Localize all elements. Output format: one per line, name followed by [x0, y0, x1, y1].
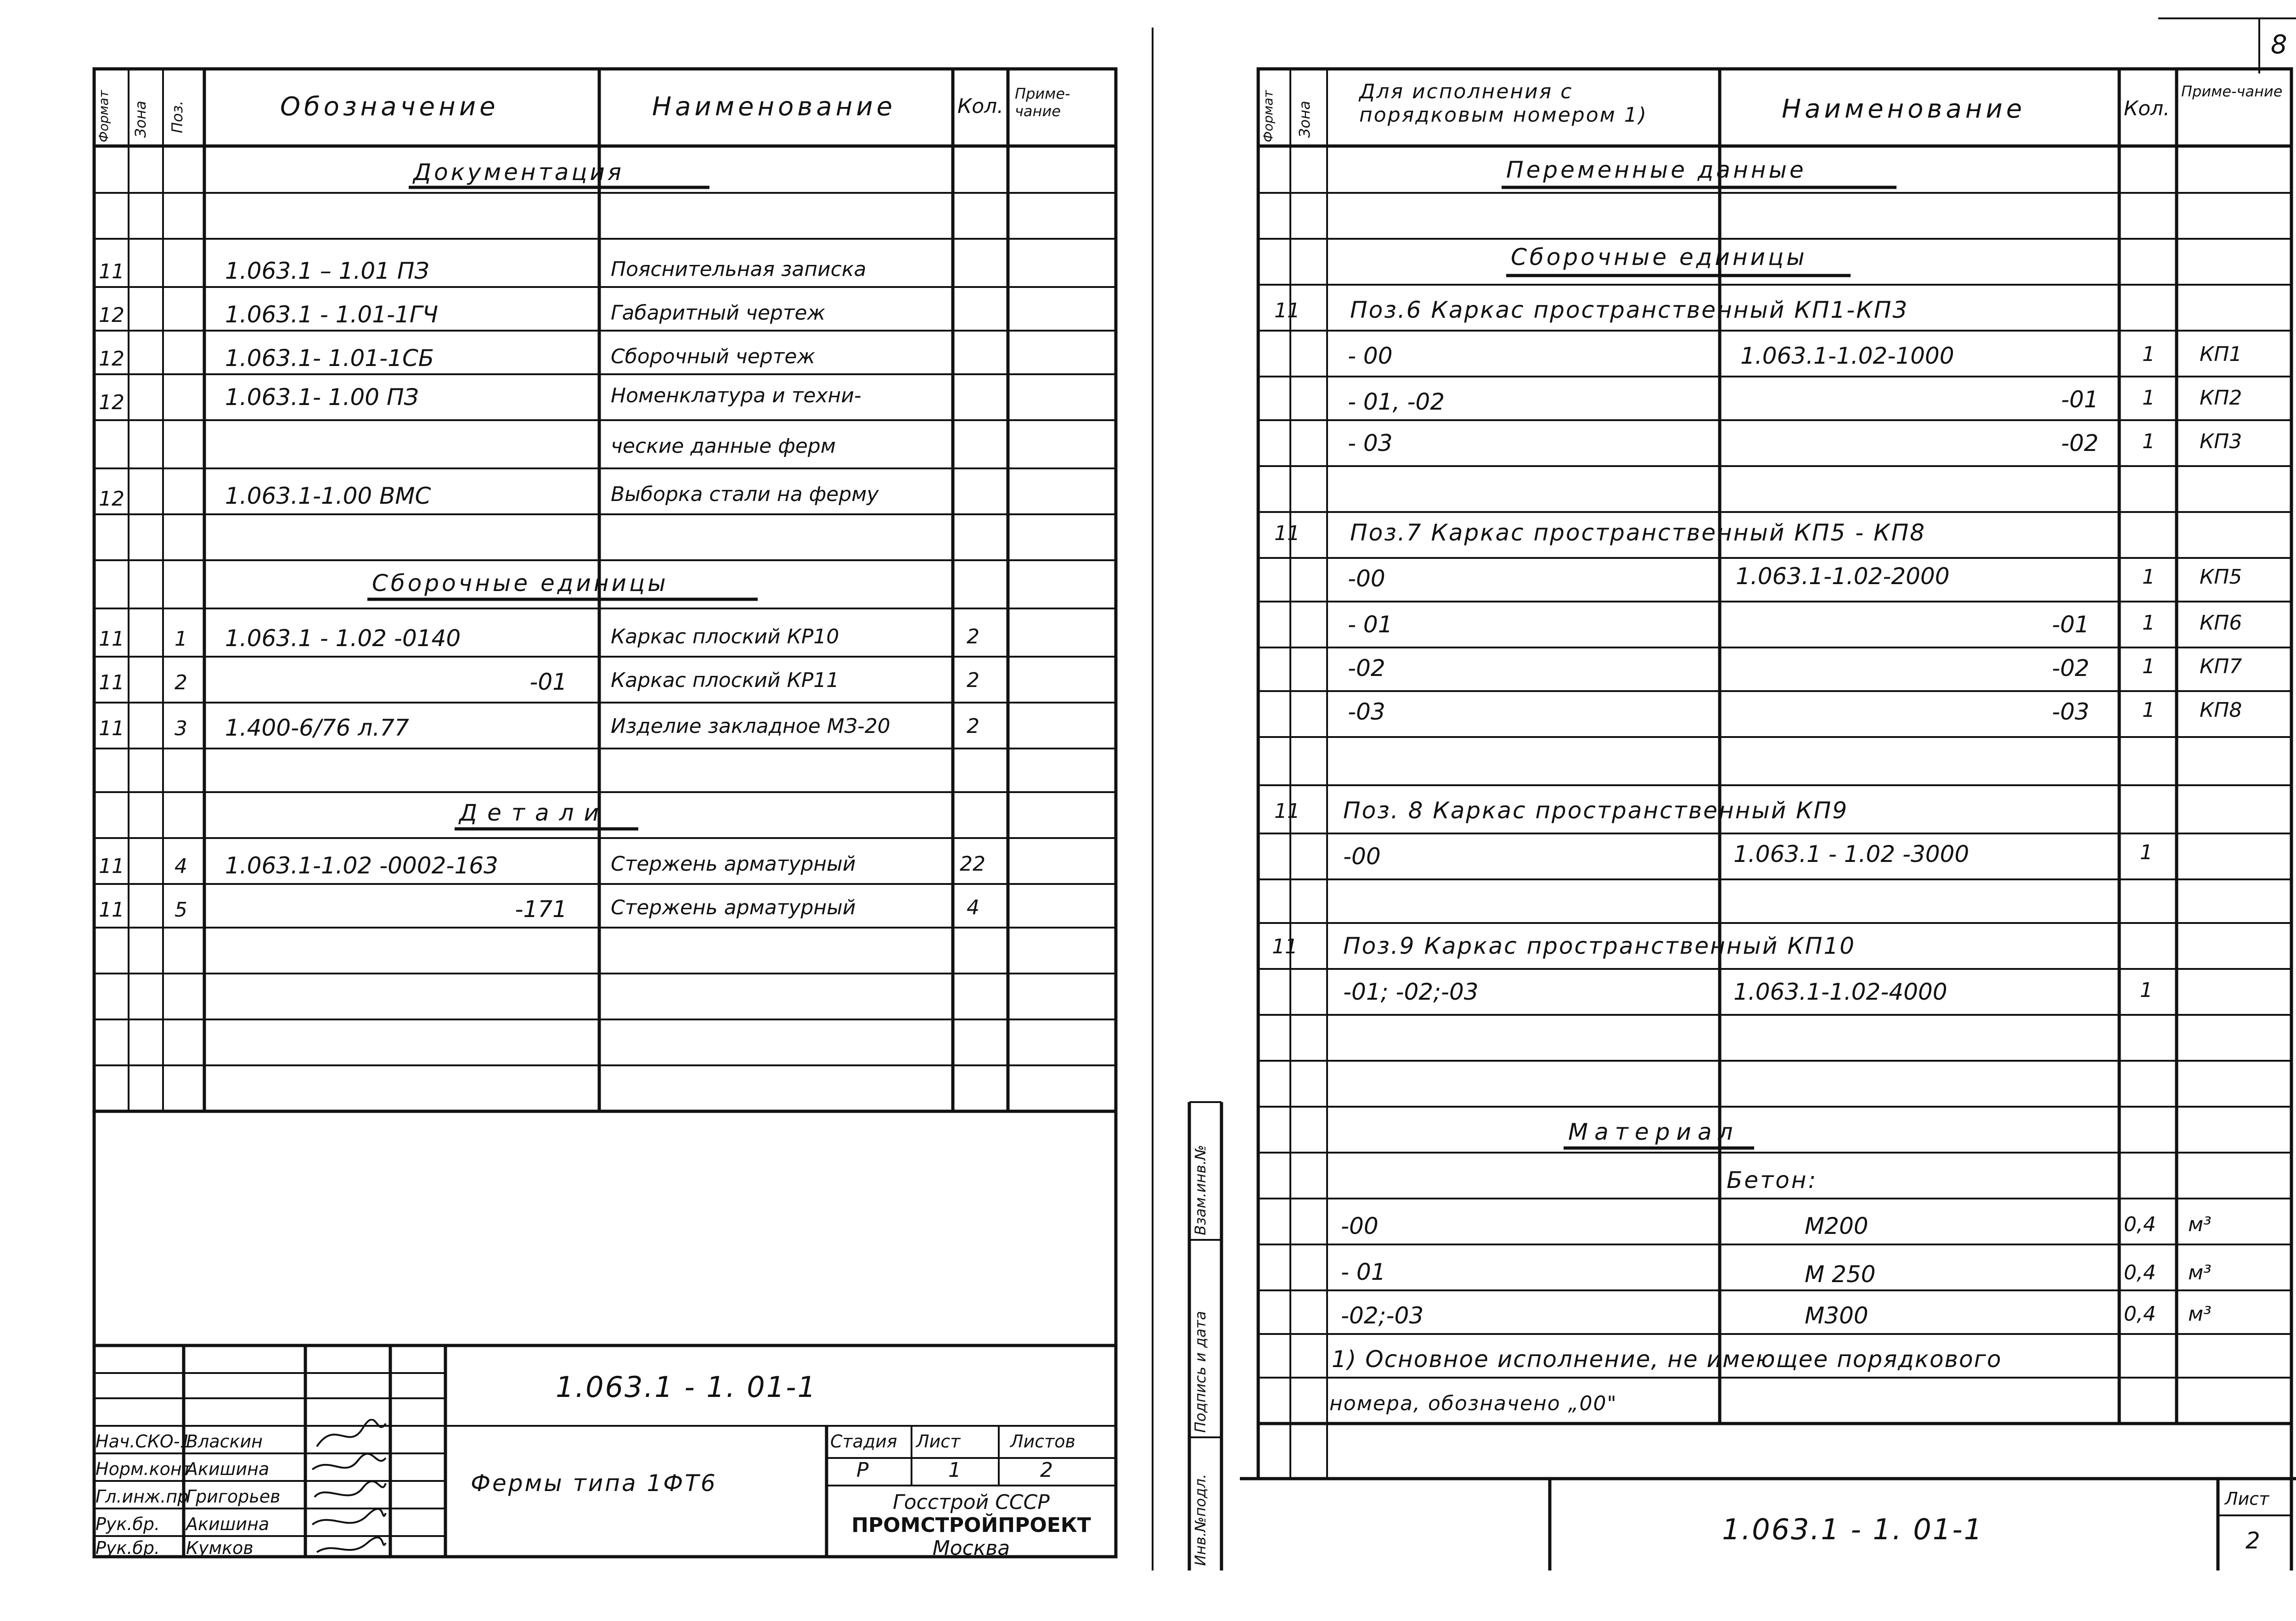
- col-zone-header: Зона: [132, 101, 149, 138]
- sheet-label: Лист: [916, 1431, 961, 1452]
- designation-cell: -02: [2061, 430, 2099, 456]
- assembly-row-designation: 1.400-6/76 л.77: [225, 715, 409, 741]
- assembly-row-format: 11: [99, 717, 124, 740]
- staff-name: Григорьев: [186, 1486, 281, 1507]
- variant-cell: -00: [1343, 843, 1381, 870]
- note-cell: КП7: [2200, 655, 2242, 678]
- page-number: 8: [2271, 30, 2287, 60]
- variant-cell: - 03: [1348, 430, 1393, 456]
- col-designation-header: Обозначение: [280, 92, 499, 122]
- material-variant: -02;-03: [1341, 1302, 1424, 1329]
- designation-cell: -02: [2052, 655, 2089, 681]
- doc-row-name: Выборка стали на ферму: [611, 483, 879, 506]
- staff-role: Рук.бр.: [96, 1538, 160, 1558]
- footnote-line-2: номера, обозначено „00": [1329, 1392, 1617, 1415]
- doc-row-designation: 1.063.1 – 1.01 ПЗ: [225, 258, 429, 284]
- note-cell: КП1: [2200, 343, 2242, 366]
- group-format: 11: [1272, 935, 1298, 958]
- qty-cell: 1: [2140, 841, 2153, 864]
- assembly-row-format: 11: [99, 627, 124, 651]
- group-format: 11: [1274, 799, 1300, 823]
- variant-cell: - 01, -02: [1348, 388, 1445, 415]
- org-line-3: Москва: [932, 1537, 1010, 1560]
- qty-cell: 1: [2142, 343, 2155, 366]
- doc-row-designation: 1.063.1- 1.00 ПЗ: [225, 384, 419, 411]
- doc-row-designation: 1.063.1- 1.01-1СБ: [225, 345, 434, 371]
- col-zone-header: Зона: [1296, 101, 1313, 138]
- stage-label: Стадия: [830, 1431, 897, 1452]
- col-note-header: Приме-чание: [1015, 85, 1070, 120]
- designation-cell: 1.063.1-1.02-2000: [1736, 563, 1950, 590]
- designation-cell: 1.063.1-1.02-1000: [1740, 343, 1954, 369]
- designation-cell: -01: [2061, 386, 2099, 413]
- material-variant: - 01: [1341, 1259, 1386, 1285]
- staff-name: Акишина: [186, 1459, 270, 1479]
- detail-row-name: Стержень арматурный: [611, 852, 856, 876]
- doc-code: 1.063.1 - 1. 01-1: [556, 1370, 817, 1404]
- note-cell: КП6: [2200, 611, 2242, 635]
- sheets-label: Листов: [1010, 1431, 1075, 1452]
- org-line-2: ПРОМСТРОЙПРОЕКТ: [851, 1514, 1091, 1537]
- doc-row-format: 12: [99, 391, 124, 414]
- assembly-row-name: Каркас плоский КР10: [611, 625, 839, 648]
- signatures: [308, 1419, 390, 1621]
- assembly-row-format: 11: [99, 671, 124, 694]
- doc-row-name: Номенклатура и техни-: [611, 384, 861, 407]
- material-grade: М200: [1805, 1213, 1868, 1239]
- assembly-row-qty: 2: [967, 625, 979, 648]
- designation-cell: -03: [2052, 698, 2089, 725]
- note-cell: КП5: [2200, 565, 2242, 589]
- note-cell: КП8: [2200, 698, 2242, 722]
- section-details: Детали: [459, 799, 609, 826]
- sheets-value: 2: [1040, 1458, 1053, 1482]
- doc-row-name: Сборочный чертеж: [611, 345, 816, 368]
- qty-cell: 1: [2142, 565, 2155, 589]
- group-title: Поз.6 Каркас пространственный КП1-КП3: [1350, 297, 1909, 323]
- col-format-header: Формат: [1261, 90, 1276, 142]
- side-label-sign-date: Подпись и дата: [1192, 1311, 1209, 1433]
- detail-row-pos: 4: [174, 855, 187, 878]
- material-qty: 0,4: [2124, 1261, 2156, 1284]
- col-note-header: Приме-чание: [2181, 83, 2283, 100]
- note-cell: КП2: [2200, 386, 2242, 410]
- designation-cell: 1.063.1 - 1.02 -3000: [1733, 841, 1970, 867]
- material-qty: 0,4: [2124, 1302, 2156, 1326]
- qty-cell: 1: [2140, 979, 2153, 1002]
- section-assembly-units: Сборочные единицы: [1511, 244, 1807, 270]
- concrete-label: Бетон:: [1727, 1167, 1818, 1193]
- staff-role: Гл.инж.пр: [96, 1486, 189, 1507]
- assembly-row-designation: -01: [529, 669, 567, 695]
- footnote-line-1: 1) Основное исполнение, не имеющее порядкового: [1332, 1346, 2002, 1373]
- qty-cell: 1: [2142, 655, 2155, 678]
- material-grade: М 250: [1805, 1261, 1876, 1288]
- assembly-row-designation: 1.063.1 - 1.02 -0140: [225, 625, 461, 652]
- col-format-header: Формат: [96, 90, 111, 142]
- doc-row-designation: 1.063.1 - 1.01-1ГЧ: [225, 301, 438, 328]
- qty-cell: 1: [2142, 698, 2155, 722]
- designation-cell: 1.063.1-1.02-4000: [1733, 979, 1947, 1005]
- assembly-row-qty: 2: [967, 669, 979, 692]
- detail-row-pos: 5: [174, 898, 187, 922]
- col-qty-header: Кол.: [2124, 97, 2170, 120]
- drawing-title: Фермы типа 1ФТ6: [471, 1470, 717, 1497]
- group-title: Поз.7 Каркас пространственный КП5 - КП8: [1350, 519, 1926, 546]
- variant-cell: -02: [1348, 655, 1385, 681]
- doc-row-format: 12: [99, 304, 124, 327]
- assembly-row-qty: 2: [967, 715, 979, 738]
- staff-role: Нач.СКО-1: [96, 1431, 191, 1452]
- staff-role: Рук.бр.: [96, 1514, 160, 1534]
- doc-row-name: Пояснительная записка: [611, 258, 867, 281]
- group-format: 11: [1274, 299, 1300, 322]
- assembly-row-name: Изделие закладное МЗ-20: [611, 715, 890, 738]
- doc-code-right: 1.063.1 - 1. 01-1: [1722, 1513, 1984, 1546]
- assembly-row-pos: 3: [174, 717, 187, 740]
- sheet-label-right: Лист: [2225, 1489, 2269, 1509]
- material-qty: 0,4: [2124, 1213, 2156, 1236]
- material-unit: м³: [2188, 1261, 2212, 1284]
- detail-row-designation: 1.063.1-1.02 -0002-163: [225, 852, 498, 879]
- doc-row-format: 12: [99, 487, 124, 511]
- doc-row-name: ческие данные ферм: [611, 434, 836, 458]
- doc-row-name: Габаритный чертеж: [611, 301, 826, 325]
- detail-row-qty: 22: [960, 852, 985, 876]
- detail-row-designation: -171: [515, 896, 567, 923]
- section-documentation: Документация: [413, 159, 624, 186]
- col-qty-header: Кол.: [957, 95, 1004, 118]
- group-title: Поз. 8 Каркас пространственный КП9: [1343, 797, 1849, 824]
- section-assembly-units: Сборочные единицы: [372, 570, 669, 597]
- doc-row-format: 12: [99, 347, 124, 371]
- stage-value: Р: [856, 1458, 869, 1482]
- designation-cell: -01: [2052, 611, 2089, 638]
- col-variant-header: Для исполнения с порядковым номером 1): [1359, 80, 1648, 127]
- assembly-row-name: Каркас плоский КР11: [611, 669, 839, 692]
- qty-cell: 1: [2142, 430, 2155, 453]
- qty-cell: 1: [2142, 611, 2155, 635]
- sheet-value-right: 2: [2245, 1527, 2260, 1554]
- staff-role: Норм.конт: [96, 1459, 192, 1479]
- doc-row-designation: 1.063.1-1.00 ВМС: [225, 483, 431, 509]
- detail-row-name: Стержень арматурный: [611, 896, 856, 919]
- detail-row-format: 11: [99, 855, 124, 878]
- qty-cell: 1: [2142, 386, 2155, 410]
- variant-cell: -03: [1348, 698, 1385, 725]
- material-variant: -00: [1341, 1213, 1379, 1239]
- variant-cell: -00: [1348, 565, 1385, 592]
- section-variable-data: Переменные данные: [1506, 157, 1806, 183]
- doc-row-format: 11: [99, 260, 124, 283]
- col-pos-header: Поз.: [169, 101, 186, 133]
- group-title: Поз.9 Каркас пространственный КП10: [1343, 933, 1856, 959]
- col-name-header: Наименование: [652, 92, 896, 122]
- variant-cell: - 01: [1348, 611, 1393, 638]
- material-grade: М300: [1805, 1302, 1868, 1329]
- side-label-replace-inv: Взам.инв.№: [1192, 1145, 1209, 1235]
- staff-name: Кумков: [186, 1538, 253, 1558]
- section-material: Материал: [1568, 1119, 1739, 1145]
- assembly-row-pos: 2: [174, 671, 187, 694]
- org-line-1: Госстрой СССР: [893, 1491, 1050, 1514]
- note-cell: КП3: [2200, 430, 2242, 453]
- assembly-row-pos: 1: [174, 627, 187, 651]
- col-name-header: Наименование: [1782, 94, 2026, 124]
- staff-name: Власкин: [186, 1431, 263, 1452]
- detail-row-format: 11: [99, 898, 124, 922]
- variant-cell: - 00: [1348, 343, 1393, 369]
- sheet-value: 1: [948, 1458, 961, 1482]
- side-label-inv-orig: Инв.№подл.: [1192, 1474, 1209, 1566]
- material-unit: м³: [2188, 1302, 2212, 1326]
- staff-name: Акишина: [186, 1514, 270, 1534]
- variant-cell: -01; -02;-03: [1343, 979, 1479, 1005]
- detail-row-qty: 4: [967, 896, 979, 919]
- material-unit: м³: [2188, 1213, 2212, 1236]
- group-format: 11: [1274, 522, 1300, 545]
